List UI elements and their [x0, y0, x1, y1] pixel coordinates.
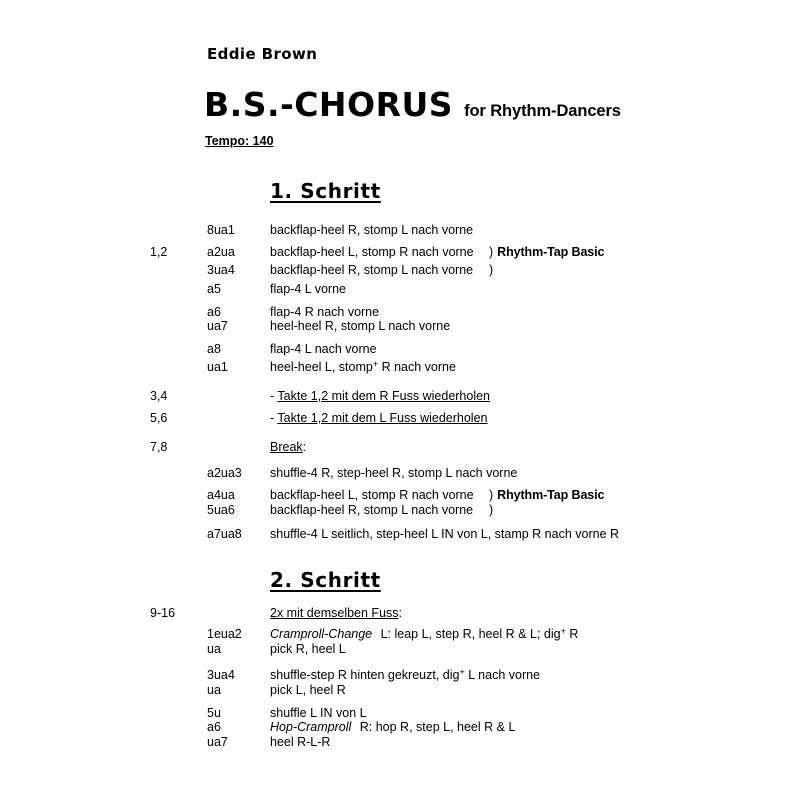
step-description: 2x mit demselben Fuss: [270, 606, 403, 620]
count-notation: 1eua2 [207, 627, 242, 641]
bar-number: 7,8 [150, 440, 168, 454]
choreography-row [0, 341, 800, 357]
choreography-row [0, 465, 800, 481]
step-name-italic: Hop-Cramproll [270, 720, 352, 734]
count-notation: 5ua6 [207, 503, 235, 517]
choreography-row [0, 719, 800, 735]
choreography-row [0, 605, 800, 621]
count-notation: ua7 [207, 319, 228, 333]
document-title [204, 85, 621, 124]
count-notation: ua [207, 642, 221, 656]
count-notation: a6 [207, 305, 221, 319]
step-description: Hop-Cramproll R: hop R, step L, heel R & L [270, 720, 516, 734]
step-description: shuffle L IN von L [270, 706, 367, 720]
choreography-row [0, 667, 800, 683]
annotation-label: Rhythm-Tap Basic [497, 245, 605, 259]
choreography-row [0, 641, 800, 657]
bracket-glyph: ) [489, 245, 494, 259]
bar-number: 5,6 [150, 411, 168, 425]
choreography-row [0, 281, 800, 297]
step-description: backflap-heel R, stomp L nach vorne [270, 263, 474, 277]
choreography-row [0, 487, 800, 503]
step-description: - Takte 1,2 mit dem R Fuss wiederholen [270, 389, 491, 403]
step-description: shuffle-step R hinten gekreuzt, dig+ L nach vorne [270, 667, 541, 682]
choreography-row [0, 682, 800, 698]
underlined-instruction: Break [270, 440, 303, 454]
step-description: flap-4 L nach vorne [270, 342, 377, 356]
step-description: backflap-heel L, stomp R nach vorne [270, 488, 474, 502]
author-byline: Eddie Brown [207, 45, 318, 63]
underlined-instruction: 2x mit demselben Fuss [270, 606, 399, 620]
choreography-row [0, 626, 800, 642]
count-notation: 3ua4 [207, 263, 235, 277]
count-notation: 3ua4 [207, 668, 235, 682]
count-notation: 5u [207, 706, 221, 720]
step-description: pick L, heel R [270, 683, 346, 697]
choreography-row [0, 439, 800, 455]
count-notation: ua [207, 683, 221, 697]
bracket-glyph: ) [489, 263, 494, 277]
step-description: heel R-L-R [270, 735, 331, 749]
step-name-italic: Cramproll-Change [270, 627, 373, 641]
step-description: flap-4 R nach vorne [270, 305, 380, 319]
step-description: flap-4 L vorne [270, 282, 346, 296]
step-description: Cramproll-Change L: leap L, step R, heel R & L; dig+ R [270, 626, 579, 641]
count-notation: a2ua [207, 245, 235, 259]
step-description: Break: [270, 440, 307, 454]
superscript-marker: + [372, 359, 379, 370]
grouping-annotation [489, 502, 493, 518]
title-subtitle: for Rhythm-Dancers [464, 102, 621, 120]
annotation-label: Rhythm-Tap Basic [497, 488, 605, 502]
step-description: heel-heel R, stomp L nach vorne [270, 319, 451, 333]
choreography-row [0, 318, 800, 334]
choreography-row [0, 222, 800, 238]
choreography-row [0, 388, 800, 404]
step-description: backflap-heel L, stomp R nach vorne [270, 245, 474, 259]
underlined-instruction: Takte 1,2 mit dem R Fuss wiederholen [277, 389, 491, 403]
section-heading-1: 1. Schritt [270, 179, 381, 203]
count-notation: a6 [207, 720, 221, 734]
step-description: backflap-heel R, stomp L nach vorne [270, 503, 474, 517]
bar-number: 3,4 [150, 389, 168, 403]
step-description: heel-heel L, stomp+ R nach vorne [270, 359, 456, 374]
choreography-row [0, 244, 800, 260]
underlined-instruction: Takte 1,2 mit dem L Fuss wiederholen [277, 411, 488, 425]
superscript-marker: + [560, 626, 566, 637]
count-notation: ua7 [207, 735, 228, 749]
count-notation: a7ua8 [207, 527, 242, 541]
choreography-row [0, 359, 800, 375]
bracket-glyph: ) [489, 488, 494, 502]
tempo-marking: Tempo: 140 [205, 134, 274, 148]
choreography-row [0, 262, 800, 278]
choreography-row [0, 526, 800, 542]
choreography-row [0, 734, 800, 750]
count-notation: a2ua3 [207, 466, 242, 480]
bracket-glyph: ) [489, 503, 494, 517]
bar-number: 9-16 [150, 606, 176, 620]
bar-number: 1,2 [150, 245, 168, 259]
grouping-annotation [489, 244, 604, 260]
count-notation: a8 [207, 342, 221, 356]
step-description: backflap-heel R, stomp L nach vorne [270, 223, 474, 237]
step-description: pick R, heel L [270, 642, 346, 656]
title-main: B.S.-CHORUS [204, 85, 454, 124]
count-notation: a4ua [207, 488, 235, 502]
count-notation: ua1 [207, 360, 228, 374]
grouping-annotation [489, 487, 604, 503]
step-description: shuffle-4 R, step-heel R, stomp L nach vorne [270, 466, 518, 480]
superscript-marker: + [459, 667, 465, 678]
grouping-annotation [489, 262, 493, 278]
choreography-row [0, 410, 800, 426]
choreography-row [0, 502, 800, 518]
count-notation: 8ua1 [207, 223, 235, 237]
step-description: - Takte 1,2 mit dem L Fuss wiederholen [270, 411, 488, 425]
step-description: shuffle-4 L seitlich, step-heel L IN von L, stamp R nach vorne R [270, 527, 620, 541]
count-notation: a5 [207, 282, 221, 296]
section-heading-2: 2. Schritt [270, 568, 381, 592]
